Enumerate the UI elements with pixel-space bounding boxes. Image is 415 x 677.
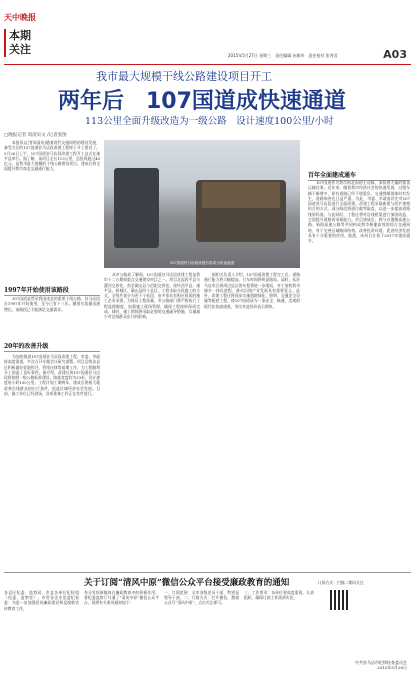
article-column-1c xyxy=(4,354,100,570)
section-label-line2: 关注 xyxy=(9,43,31,56)
notice-column-3: 一、订阅范围：全市各级党员干部，特别是领导干部。二、订阅方式：打开微信，搜索公众号“清风中原”，点击关注即可。 xyxy=(164,590,239,606)
truck-image xyxy=(114,168,159,248)
ad-divider xyxy=(4,572,411,573)
article-column-1 xyxy=(4,140,100,270)
article-column-3 xyxy=(204,272,300,570)
col3-text: 据相关负责人介绍，107国道改建工程完工后，道路通行能力将大幅提高，行车时间将明显缩短。届时，从驻马店市区到周边县区的车程将进一步缩短，对于加快我市城乡一体化进程、推动沿线产业发展具有重要意义。此外，改建工程还将同步实施道路绿化、照明、交通安全设施等配套工程，使107国道成为一条安全、畅通、美观的现代化快速通道。市民对此纷纷表示期待。 xyxy=(204,272,300,309)
notice-date: 2015年5月26日 xyxy=(377,665,407,670)
news-photo xyxy=(104,140,300,268)
notice-signature xyxy=(355,660,407,670)
header-meta: 2015年5月27日 星期三 责任编辑 孙敏华 责任校对 张秀君 xyxy=(228,53,338,58)
notice-org: 中共驻马店市纪律检查委员会 xyxy=(355,660,407,665)
col1c-text: 为加快推进107国道驻马店段改建工程，市委、市政府高度重视，多次召开专题会议研究部署。项目沿线各县区积极做好征地拆迁、管线迁移等前期工作，为工程顺利开工创造了良好条件。据介绍，改建后的107国道驻马店段将按照一级公路标准建设，路基宽度约为33米，设计速度每小时100公里。工程计划工期两年，建成后将极大地改善沿线群众的出行条件，促进区域经济社会发展。目前，施工单位已经进场，各项准备工作正在有序进行。 xyxy=(4,354,100,397)
section-label xyxy=(4,29,54,57)
section-title-2: 20年的改善升级 xyxy=(4,341,100,352)
byline: □晚报记者 周清泉文 /记者张图 xyxy=(4,133,67,138)
col1-text: 本报讯(记者周清泉)随着现代交通网络的建设发展，备受关注的107国道驻马店段改建工程终于开工建设了。5月26日上午，107国道驻马店段改建工程开工仪式在遂平县举行。据了解，该项目全长113公里，总投资超过40亿元，是我市最大规模的干线公路建设项目，建成后将全面提升我市南北交通通行能力。 xyxy=(4,140,100,172)
notice-title: 关于订阅“清风中原”微信公众平台接受廉政教育的通知 xyxy=(84,578,290,588)
col1b-text: 107国道是贯穿我国南北的重要干线公路，驻马店段自1997年开始使用，至今已有十八年。随着车流量迅速增长，该路段已不能满足交通需求。 xyxy=(4,296,100,312)
truck-cargo xyxy=(202,182,280,208)
qr-code-icon xyxy=(330,590,350,610)
notice-column-2: 充分发挥新媒体在廉政教育中的积极作用，省纪委监察厅开通了“清风中原”微信公众平台。现将有关事项通知如下： xyxy=(84,590,159,606)
paper-logo: 天中晚报 xyxy=(4,12,36,22)
section-title-1: 1997年开始使用该路段 xyxy=(4,285,100,296)
article-column-2 xyxy=(104,272,200,570)
article-column-4 xyxy=(308,180,410,570)
notice-subscribe-text: 订阅方式：扫描二维码关注 xyxy=(318,580,364,585)
article-column-1b xyxy=(4,296,100,336)
col4-text: 107国道作为我市南北向的主动脉，承担着大量的客货运输任务。近年来，随着我市经济社会的快速发展，过境车辆不断增多，原有道路已经不堪重负，交通拥堵现象时有发生，道路病害也日益严重。为此，市委、市政府决定对107国道驻马店段进行全面改建。改建工程采取新建与改扩建相结合的方式，部分路段将进行截弯取直，以进一步提高道路线形标准。与此同时，工程还将对沿线桥梁进行加固改造，全面提升道路的承载能力。项目建成后，将与京港澳高速公路、新阳高速公路等共同构成我市便捷高效的综合交通网络，对于完善区域路网结构、改善投资环境、促进经济发展具有十分重要的作用。据悉，该项目计划于2017年建成通车。 xyxy=(308,180,410,244)
top-rule xyxy=(4,64,411,65)
col2-text: 从市公路局了解到，107国道驻马店段改建工程是我市十二五期间重点交通建设项目之一。项目北起西平县与漯河交界处，南至确山县与信阳交界处，途经西平县、遂平县、驿城区、确山县四个县区。工程采取分段施工的方式，全线共划分为若干个标段，由多家具有相应资质的施工企业承建。为保证工程质量，市公路部门将严格执行工程监理制度，加强施工现场管理，确保工程按时保质完成。同时，施工期间将采取必要的交通疏导措施，尽量减少对沿线群众出行的影响。 xyxy=(104,272,200,320)
section-title-3: 百年全面建成通车 xyxy=(308,170,410,181)
section-label-line1: 本期 xyxy=(9,29,31,42)
notice-column-1: 各县区纪委、监察局，市直各单位纪检组（纪委、监察室），市管各企业党委纪检委：为进一步加强党风廉政建设和反腐败宣传教育工作， xyxy=(4,590,79,611)
kicker: 我市最大规模干线公路建设项目开工 xyxy=(96,70,272,83)
headline: 两年后 107国道成快速通道 xyxy=(58,89,346,114)
notice-column-4: 三、工作要求：各单位要高度重视，认真组织，确保订阅工作落到实处。 xyxy=(244,590,314,601)
masthead xyxy=(4,12,54,102)
page-number: A03 xyxy=(383,48,407,61)
photo-caption: 107国道驻马店段改建后将成为快速通道 xyxy=(169,261,235,265)
subhead: 113公里全面升级改造为一级公路 设计速度100公里/小时 xyxy=(85,116,334,127)
